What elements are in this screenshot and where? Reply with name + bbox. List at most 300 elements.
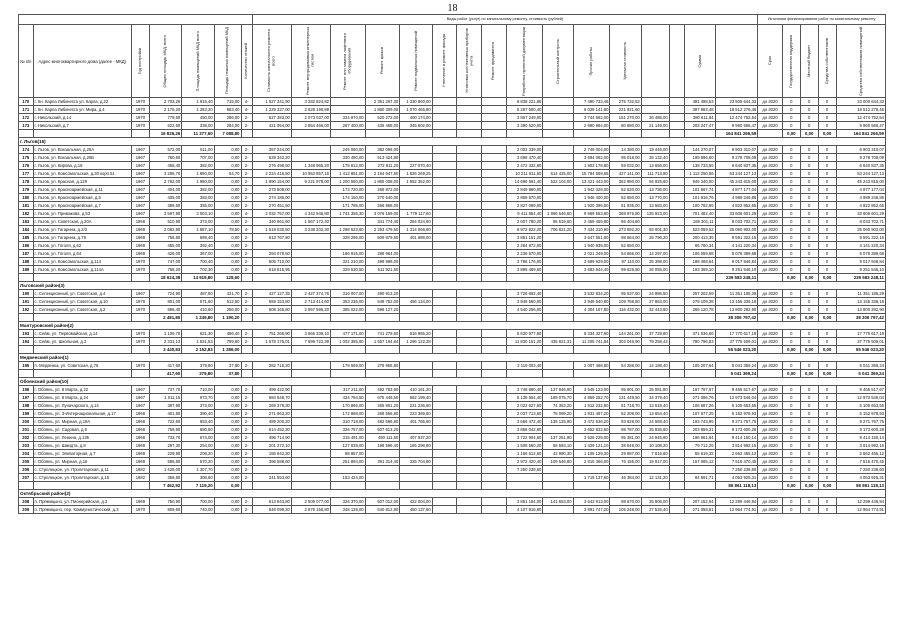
cell-g	[330, 370, 365, 378]
cell-h: 482 696,80	[365, 418, 400, 426]
cell-b: 511,00	[182, 146, 214, 154]
cell-e: 751 266,90	[252, 330, 291, 338]
cell-i: 284 024,60	[400, 218, 432, 226]
cell-t: 9 591 322,15	[715, 234, 758, 242]
cell-f: 10 952 857,15	[291, 170, 330, 178]
cell-k	[457, 370, 482, 378]
cell-f: 4 342 946,80	[291, 210, 330, 218]
cell-r	[669, 298, 685, 306]
cell-r	[669, 210, 685, 218]
cell-x: 0	[818, 186, 836, 194]
cell-k	[457, 330, 482, 338]
cell-q: 13 770,00	[641, 194, 669, 202]
table-row	[19, 170, 886, 178]
cell-v: 0	[782, 362, 800, 370]
cell-n2: 141 653,00	[543, 498, 573, 506]
cell-a: 733,70	[149, 434, 181, 442]
cell-o: 1 942 328,00	[573, 186, 610, 194]
cell-d: 2-	[241, 298, 252, 306]
cell-y: 1970	[131, 338, 149, 346]
cell-n2: 435 821,31	[543, 338, 573, 346]
cell-y: 1966	[131, 434, 149, 442]
cell-t: 12 973 546,04	[715, 394, 758, 402]
group-label: Льговский район(3)	[19, 282, 886, 290]
cell-y: 1967	[131, 170, 149, 178]
cell-l	[481, 506, 506, 514]
cell-q: 24 568,40	[641, 418, 669, 426]
cell-t: 12 474 752,54	[715, 114, 758, 122]
cell-y: 1967	[131, 186, 149, 194]
cell-q	[641, 242, 669, 250]
cell-c: 0,00	[214, 218, 241, 226]
cell-c: 0,00	[214, 242, 241, 250]
cell-w: 0	[800, 242, 818, 250]
cell-o: 1 429 121,10	[573, 442, 610, 450]
cell-j	[432, 178, 457, 186]
cell-h: 548 752,00	[365, 298, 400, 306]
cell-t: 9 960 566,47	[715, 122, 758, 130]
cell-f	[291, 234, 330, 242]
cell-e: 1 519 030,50	[252, 226, 291, 234]
cell-d: 4-	[241, 98, 252, 106]
cell-h: 3 076 159,00	[365, 210, 400, 218]
cell-k	[457, 186, 482, 194]
cell-m: 9 411 854,40	[506, 210, 543, 218]
cell-y: 1967	[131, 154, 149, 162]
cell-b: 973,70	[182, 394, 214, 402]
cell-x: 0,00	[818, 482, 836, 490]
cell-b: 254,00	[182, 442, 214, 450]
cell-k	[457, 218, 482, 226]
cell-x: 0	[818, 362, 836, 370]
cell-f	[291, 434, 330, 442]
cell-n2: 95 519,60	[543, 218, 573, 226]
cell-i: 616 965,20	[400, 330, 432, 338]
cell-c: 486,40	[214, 330, 241, 338]
cell-s	[685, 274, 715, 282]
cell-q: 25 796,20	[641, 234, 669, 242]
cell-j	[432, 298, 457, 306]
cell-m	[506, 314, 543, 322]
cell-n2	[543, 122, 573, 130]
cell-n2	[543, 330, 573, 338]
table-row	[19, 226, 886, 234]
cell-m: 7 250 238,60	[506, 466, 543, 474]
cell-i	[400, 154, 432, 162]
cell-g: 173 720,00	[330, 186, 365, 194]
cell-z: 2 662 455,12	[836, 450, 885, 458]
cell-s: 279 109,38	[685, 298, 715, 306]
cell-t: 38 306 797,42	[715, 314, 758, 322]
cell-i: 1 070 465,80	[400, 106, 432, 114]
cell-l	[481, 250, 506, 258]
cell-n	[19, 130, 34, 138]
cell-y: 1967	[131, 394, 149, 402]
cell-z: 6 903 310,07	[836, 146, 885, 154]
cell-h: 540 812,80	[365, 506, 400, 514]
cell-h: 498 996,00	[365, 258, 400, 266]
cell-d: 2-	[241, 434, 252, 442]
cell-f: 1 348 965,20	[291, 162, 330, 170]
table-row	[19, 250, 886, 258]
cell-q	[641, 482, 669, 490]
cell-l	[481, 218, 506, 226]
cell-j	[432, 258, 457, 266]
cell-g: 334 970,00	[330, 114, 365, 122]
cell-o	[573, 314, 610, 322]
table-total-row	[19, 274, 886, 282]
table-group-row	[19, 138, 886, 146]
cell-d: 2-	[241, 306, 252, 314]
cell-addr: г. Льгов, ул. Красноармейская, д.11	[33, 186, 131, 194]
cell-c: 799,60	[214, 338, 241, 346]
table-row	[19, 146, 886, 154]
cell-t: 5 105 653,55	[715, 402, 758, 410]
cell-n: 184	[19, 226, 34, 234]
cell-t: 4 989 246,86	[715, 194, 758, 202]
cell-z: 9 591 322,15	[836, 234, 885, 242]
cell-t: 4 877 177,04	[715, 186, 758, 194]
cell-addr: с. Сейм, ул. Первомайская, д.14	[33, 330, 131, 338]
cell-l	[481, 290, 506, 298]
cell-m: 3 851 151,20	[506, 234, 543, 242]
cell-j	[432, 410, 457, 418]
cell-n	[19, 346, 34, 354]
cell-t: 11 351 185,29	[715, 290, 758, 298]
cell-e: 513 767,80	[252, 234, 291, 242]
cell-b: 674,00	[182, 434, 214, 442]
cell-r	[669, 466, 685, 474]
cell-y: 1969	[131, 250, 149, 258]
cell-x: 0,00	[818, 274, 836, 282]
cell-s: 101 667,74	[685, 186, 715, 194]
cell-q	[641, 370, 669, 378]
cell-s: 523 059,52	[685, 226, 715, 234]
cell-y: 1970	[131, 98, 149, 106]
cell-b: 1 307,70	[182, 466, 214, 474]
cell-c: 37,80	[214, 370, 241, 378]
cell-l	[481, 130, 506, 138]
header-src-4: Средства собственников помещений	[836, 25, 885, 98]
cell-t: 25 060 902,00	[715, 226, 758, 234]
cell-b: 571,60	[182, 298, 214, 306]
cell-t: 5 041 369,24	[715, 370, 758, 378]
header-term: Срок	[758, 25, 783, 98]
cell-d: 2-	[241, 170, 252, 178]
cell-c: 256,00	[214, 306, 241, 314]
cell-d	[241, 346, 252, 354]
cell-l	[481, 466, 506, 474]
cell-o: 1 940 835,00	[573, 242, 610, 250]
cell-a: 779,50	[149, 114, 181, 122]
cell-v: 0	[782, 498, 800, 506]
cell-g: 315 491,00	[330, 434, 365, 442]
cell-f	[291, 186, 330, 194]
cell-n: 178	[19, 178, 34, 186]
cell-k	[457, 106, 482, 114]
cell-p	[610, 314, 641, 322]
table-row	[19, 234, 886, 242]
cell-n: 206	[19, 466, 34, 474]
cell-w: 0	[800, 442, 818, 450]
cell-c: 128,60	[214, 274, 241, 282]
cell-b: 379,80	[182, 370, 214, 378]
cell-s: 106 687,26	[685, 402, 715, 410]
cell-j	[432, 290, 457, 298]
cell-o: 11 205 741,84	[573, 338, 610, 346]
cell-d: 2-	[241, 250, 252, 258]
cell-t: 9 173 600,28	[715, 426, 758, 434]
cell-p: 76 155,00	[610, 458, 641, 466]
cell-o: 1 920 395,50	[573, 202, 610, 210]
header-group-row	[19, 15, 886, 25]
cell-j	[432, 114, 457, 122]
cell-n2: 1 866 546,60	[543, 210, 573, 218]
cell-r	[669, 498, 685, 506]
cell-m: 5 630 977,80	[506, 330, 543, 338]
cell-z: 12 474 752,54	[836, 114, 885, 122]
cell-l	[481, 234, 506, 242]
cell-i	[400, 266, 432, 274]
cell-p	[610, 370, 641, 378]
cell-n: 185	[19, 234, 34, 242]
cell-m	[506, 346, 543, 354]
cell-j	[432, 130, 457, 138]
cell-r	[669, 458, 685, 466]
group-label: г. Льгов(15)	[19, 138, 886, 146]
cell-c: 0,00	[214, 506, 241, 514]
cell-o: 7 434 310,90	[573, 226, 610, 234]
cell-j	[432, 402, 457, 410]
cell-d: 2-	[241, 466, 252, 474]
cell-n2	[543, 114, 573, 122]
cell-o: 3 643 913,00	[573, 498, 610, 506]
cell-q: 79 258,42	[641, 338, 669, 346]
cell-n: 208	[19, 498, 34, 506]
cell-e: 496 714,90	[252, 434, 291, 442]
cell-y: 1967	[131, 178, 149, 186]
cell-a: 297,30	[149, 442, 181, 450]
cell-b: 373,00	[182, 402, 214, 410]
cell-z: 12 299 446,94	[836, 498, 885, 506]
cell-i	[400, 130, 432, 138]
cell-e: 340 861,60	[252, 218, 291, 226]
cell-z: 5 076 389,68	[836, 250, 885, 258]
cell-k	[457, 266, 482, 274]
cell-w: 0,00	[800, 314, 818, 322]
cell-a: 1 428,00	[149, 466, 181, 474]
cell-y: 1956	[131, 218, 149, 226]
cell-p: 98 787,00	[610, 426, 641, 434]
cell-s: 199 696,60	[685, 154, 715, 162]
cell-addr: с. Селекционный, ул. Советская, д.4	[33, 290, 131, 298]
cell-a: 809,60	[149, 506, 181, 514]
header-work-6: Установка коллективных приборов учета	[457, 25, 482, 98]
cell-z: 13 155 336,18	[836, 298, 885, 306]
cell-x: 0	[818, 306, 836, 314]
cell-t: 12 964 774,91	[715, 506, 758, 514]
cell-z: 3 814 992,15	[836, 442, 885, 450]
cell-p: 97 110,00	[610, 258, 641, 266]
cell-f: 2 628 190,89	[291, 106, 330, 114]
cell-r	[669, 426, 685, 434]
cell-u: до 2020	[758, 162, 783, 170]
cell-e: 427 127,35	[252, 290, 291, 298]
cell-u: до 2020	[758, 458, 783, 466]
cell-n2: 109 546,80	[543, 458, 573, 466]
cell-i	[400, 346, 432, 354]
cell-a: 756,80	[149, 234, 181, 242]
cell-p: 98 670,00	[610, 498, 641, 506]
cell-o: 13 421 443,00	[573, 178, 610, 186]
cell-o	[573, 466, 610, 474]
cell-v: 0	[782, 226, 800, 234]
table-row	[19, 450, 886, 458]
header-works-group: Виды работ (услуг) по капитальному ремонту, стоимость (рублей)	[252, 15, 758, 25]
cell-q	[641, 98, 669, 106]
cell-r	[669, 386, 685, 394]
capital-repair-table-sheet	[18, 14, 886, 514]
cell-j	[432, 218, 457, 226]
cell-t: 37 775 506,01	[715, 338, 758, 346]
cell-z: 5 041 369,24	[836, 370, 885, 378]
table-group-row	[19, 354, 886, 362]
cell-b: 740,00	[182, 506, 214, 514]
cell-l	[481, 410, 506, 418]
cell-i	[400, 426, 432, 434]
header-year: Год постройки	[131, 25, 149, 98]
cell-t: 4 822 852,65	[715, 202, 758, 210]
cell-w: 0,00	[800, 482, 818, 490]
cell-m: 2 022 627,50	[506, 402, 543, 410]
cell-f	[291, 314, 330, 322]
cell-s: 491 498,53	[685, 98, 715, 106]
cell-t: 5 152 978,93	[715, 410, 758, 418]
cell-f: 2 957 595,20	[291, 306, 330, 314]
cell-s: 1 112 250,56	[685, 170, 715, 178]
cell-v: 0	[782, 466, 800, 474]
cell-n: 198	[19, 402, 34, 410]
cell-t: 45 243 815,00	[715, 178, 758, 186]
cell-g	[330, 314, 365, 322]
cell-l	[481, 474, 506, 482]
group-label: Октябрьский район(2)	[19, 490, 886, 498]
cell-p: 52 520,00	[610, 186, 641, 194]
cell-e	[252, 314, 291, 322]
cell-b: 680,50	[182, 426, 214, 434]
cell-b: 1 915,40	[182, 98, 214, 106]
cell-a: 389,50	[149, 202, 181, 210]
cell-x: 0	[818, 442, 836, 450]
cell-x: 0	[818, 450, 836, 458]
cell-r	[669, 290, 685, 298]
cell-o: 2 007 468,80	[573, 362, 610, 370]
cell-l	[481, 306, 506, 314]
cell-q: 94 925,60	[641, 178, 669, 186]
cell-t: 33 606 601,29	[715, 210, 758, 218]
cell-n2	[543, 186, 573, 194]
cell-q	[641, 218, 669, 226]
cell-q: 93 001,30	[641, 226, 669, 234]
table-row	[19, 498, 886, 506]
cell-u: до 2020	[758, 186, 783, 194]
cell-d: 2-	[241, 290, 252, 298]
table-row	[19, 338, 886, 346]
cell-m: 5 138 554,40	[506, 394, 543, 402]
cell-a: 356,80	[149, 474, 181, 482]
cell-p: 95 018,00	[610, 154, 641, 162]
cell-q: 32 443,60	[641, 306, 669, 314]
cell-n: 187	[19, 250, 34, 258]
cell-s: 55 619,32	[685, 450, 715, 458]
cell-k	[457, 450, 482, 458]
cell-z: 9 173 600,28	[836, 426, 885, 434]
cell-m: 3 796 176,00	[506, 258, 543, 266]
cell-w: 0	[800, 114, 818, 122]
cell-u: до 2020	[758, 362, 783, 370]
cell-d: 2-	[241, 394, 252, 402]
cell-s: 193 743,95	[685, 418, 715, 426]
cell-x: 0	[818, 458, 836, 466]
cell-i	[400, 258, 432, 266]
cell-r	[669, 506, 685, 514]
cell-i	[400, 474, 432, 482]
cell-j	[432, 434, 457, 442]
cell-l	[481, 418, 506, 426]
cell-n	[19, 482, 34, 490]
cell-s: 203 247,47	[685, 122, 715, 130]
cell-l	[481, 482, 506, 490]
cell-p: 131 449,50	[610, 394, 641, 402]
cell-i	[400, 306, 432, 314]
cell-n2: 137 946,90	[543, 386, 573, 394]
cell-a: 405,00	[149, 194, 181, 202]
cell-j	[432, 370, 457, 378]
cell-e	[252, 274, 291, 282]
cell-b: 1 283,20	[182, 106, 214, 114]
cell-c: 715,00	[214, 98, 241, 106]
cell-a: 18 624,38	[149, 274, 181, 282]
cell-e	[252, 130, 291, 138]
cell-j	[432, 314, 457, 322]
cell-addr: г. Льгов, ул. Красноармейская, д.5	[33, 194, 131, 202]
cell-j	[432, 122, 457, 130]
cell-t: 4 141 220,34	[715, 242, 758, 250]
cell-g: 170 866,00	[330, 402, 365, 410]
cell-k	[457, 290, 482, 298]
cell-r	[669, 226, 685, 234]
cell-j	[432, 226, 457, 234]
cell-i	[400, 466, 432, 474]
cell-p: 52 650,00	[610, 242, 641, 250]
cell-f	[291, 394, 330, 402]
cell-r	[669, 266, 685, 274]
cell-z: 239 583 248,11	[836, 274, 885, 282]
cell-e: 1 527 341,90	[252, 98, 291, 106]
cell-t: 17 770 617,19	[715, 330, 758, 338]
cell-s	[685, 466, 715, 474]
table-row	[19, 258, 886, 266]
cell-b: 700,40	[182, 258, 214, 266]
cell-r	[669, 242, 685, 250]
cell-u	[758, 346, 783, 354]
cell-u: до 2020	[758, 146, 783, 154]
table-row	[19, 474, 886, 482]
cell-s: 203 659,31	[685, 426, 715, 434]
cell-b: 621,30	[182, 330, 214, 338]
cell-i: 450 137,60	[400, 506, 432, 514]
cell-o	[573, 482, 610, 490]
